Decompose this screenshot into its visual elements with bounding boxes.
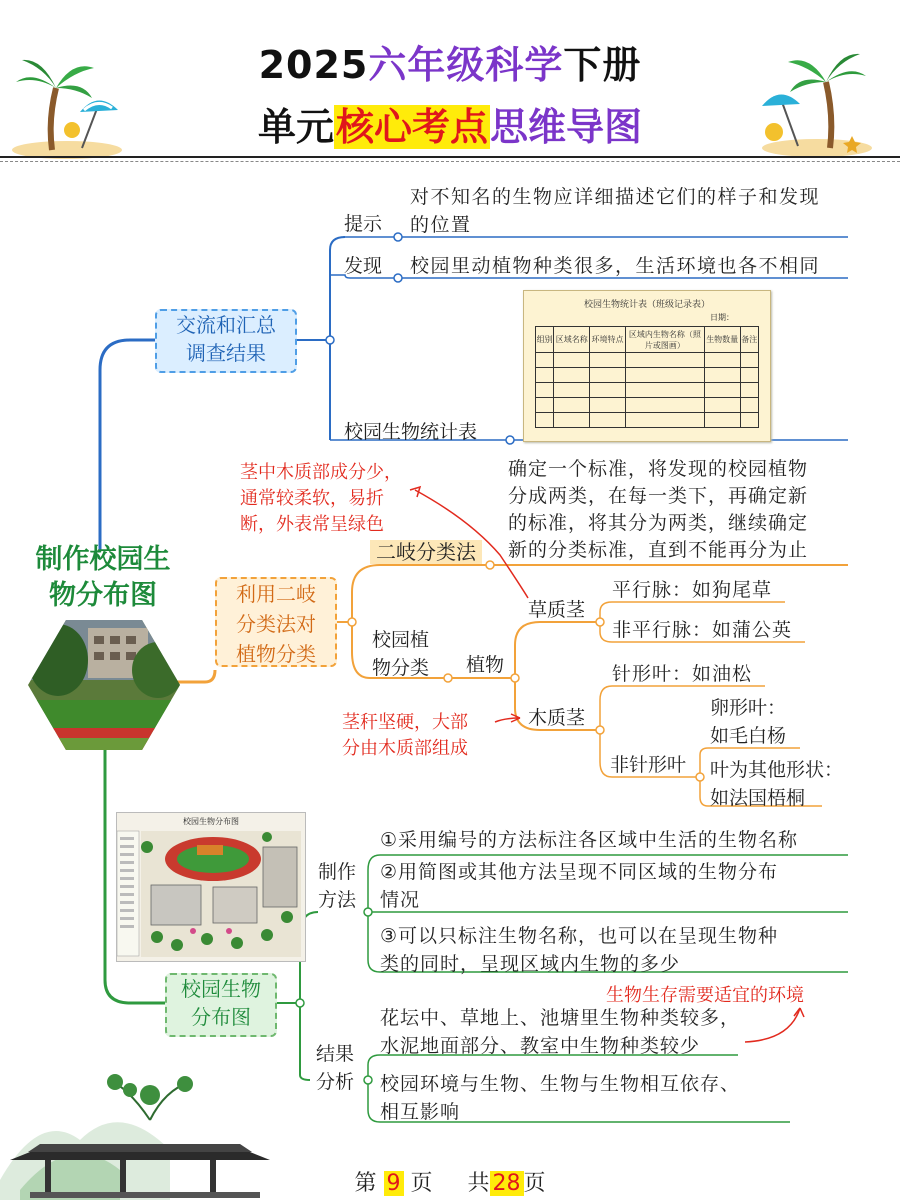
plant-classify-line1: 校园植: [372, 629, 430, 651]
center-title-line1: 制作校园生: [35, 544, 171, 575]
hint-text: [410, 183, 820, 239]
herb-non-parallel: 非平行脉：如蒲公英: [612, 619, 793, 641]
hint-text-line2: 的位置: [410, 214, 472, 236]
stat-table-key: 校园生物统计表: [344, 421, 478, 443]
method-text-line3: 的标准，将其分为两类，继续确定: [508, 512, 809, 534]
title-mindmap: 思维导图: [490, 105, 643, 149]
make-method-3: [380, 922, 778, 978]
branch-dichotomous-label-1: 利用二岐: [236, 582, 316, 606]
footer-total-number: 28: [490, 1171, 524, 1196]
stat-header: 区域内生物名称（照片或图画）: [625, 327, 704, 353]
wood-non-needle: 非针形叶: [610, 754, 687, 776]
wood-ovate: [710, 694, 786, 750]
branch-dichotomous-label-2: 分类法对: [236, 612, 316, 636]
make-3-line1: ③可以只标注生物名称，也可以在呈现生物种: [380, 925, 779, 947]
hint-text-line1: 对不知名的生物应详细描述它们的样子和发现: [410, 186, 821, 208]
stat-header: 环境特点: [590, 327, 626, 353]
wood-ovate-line2: 如毛白杨: [710, 725, 787, 747]
wood-other-line2: 如法国梧桐: [710, 787, 806, 809]
method-text-line2: 分成两类，在每一类下，再确定新: [508, 485, 809, 507]
footer-page-unit: 页: [410, 1171, 433, 1196]
plant-classify-line2: 物分类: [372, 657, 430, 679]
footer-total-pre: 共: [467, 1171, 490, 1196]
title-highlight: 核心考点: [335, 105, 488, 149]
note-wood-line1: 茎秆坚硬，大部: [342, 712, 468, 733]
herb-stem-node: 草质茎: [528, 599, 586, 621]
branch-map-label-1: 校园生物: [181, 977, 261, 1001]
branch-distribution-map[interactable]: [165, 973, 277, 1037]
herb-parallel: 平行脉：如狗尾草: [612, 579, 773, 601]
campus-map-image: [116, 812, 306, 962]
stat-header: 区域名称: [554, 327, 590, 353]
center-title: [18, 542, 188, 614]
make-key-line2: 方法: [318, 889, 357, 911]
stat-table-date: 日期：: [710, 313, 734, 322]
result-1-line1: 花坛中、草地上、池塘里生物种类较多，: [380, 1007, 741, 1029]
title-volume: 下册: [563, 43, 642, 87]
branch-map-label-2: 分布图: [191, 1005, 251, 1029]
make-method-key: [318, 858, 356, 914]
plant-classify-key: [372, 626, 429, 682]
campus-photo-hexagon: [28, 620, 180, 750]
footer-total-unit: 页: [523, 1171, 546, 1196]
campus-map-drawing: [117, 827, 303, 961]
title-line-1: [0, 34, 900, 89]
note-herb-line2: 通常较柔软，易折: [240, 488, 384, 509]
method-text: [508, 456, 808, 564]
note-wood-stem: [342, 710, 468, 762]
stat-header: 备注: [740, 327, 758, 353]
result-1: [380, 1004, 740, 1060]
note-environment: 生物生存需要适宜的环境: [606, 985, 804, 1006]
title-year: 2025: [258, 43, 369, 87]
result-key-line2: 分析: [316, 1071, 355, 1093]
make-method-1: ①采用编号的方法标注各区域中生活的生物名称: [380, 829, 799, 851]
center-title-line2: 物分布图: [49, 580, 157, 611]
header-divider: [0, 156, 900, 158]
wood-other-line1: 叶为其他形状：: [710, 759, 844, 781]
make-key-line1: 制作: [318, 861, 357, 883]
make-2-line2: 情况: [380, 889, 421, 911]
stat-header: 组别: [536, 327, 554, 353]
campus-map-caption: 校园生物分布图: [183, 817, 239, 826]
title-line-2: [0, 96, 900, 151]
note-herb-stem: [240, 460, 402, 538]
note-herb-line1: 茎中木质部成分少，: [240, 462, 402, 483]
page-footer: [0, 1166, 900, 1197]
title-unit: 单元: [257, 105, 334, 149]
find-key: 发现: [344, 255, 383, 277]
footer-page-number: 9: [384, 1171, 404, 1196]
wood-stem-node: 木质茎: [528, 707, 586, 729]
branch-exchange-results[interactable]: [155, 309, 297, 373]
make-method-2: [380, 858, 778, 914]
note-herb-line3: 断，外表常呈绿色: [240, 514, 384, 535]
branch-dichotomous-key[interactable]: [215, 577, 337, 667]
branch-exchange-label-2: 调查结果: [186, 341, 266, 365]
method-key: [370, 538, 482, 566]
note-wood-line2: 分由木质部组成: [342, 738, 468, 759]
find-text: 校园里动植物种类很多，生活环境也各不相同: [410, 255, 821, 277]
plant-node: 植物: [466, 654, 505, 676]
stat-header: 生物数量: [704, 327, 740, 353]
stat-table-image: [523, 290, 771, 442]
method-text-line4: 新的分类标准，直到不能再分为止: [508, 539, 809, 561]
stat-table: [535, 326, 759, 428]
result-analysis-key: [316, 1040, 354, 1096]
branch-exchange-label-1: 交流和汇总: [176, 313, 276, 337]
result-2: [380, 1070, 740, 1126]
wood-other-shape: [710, 756, 843, 812]
wood-needle: 针形叶：如油松: [612, 663, 753, 685]
make-3-line2: 类的同时，呈现区域内生物的多少: [380, 953, 681, 975]
hint-key: 提示: [344, 213, 383, 235]
branch-dichotomous-label-3: 植物分类: [236, 642, 316, 666]
method-text-line1: 确定一个标准，将发现的校园植物: [508, 458, 809, 480]
result-key-line1: 结果: [316, 1043, 355, 1065]
stat-table-caption: 校园生物统计表（班级记录表）: [583, 300, 710, 310]
wood-ovate-line1: 卵形叶：: [710, 697, 787, 719]
title-grade: 六年级科学: [368, 43, 564, 87]
result-2-line1: 校园环境与生物、生物与生物相互依存、: [380, 1073, 741, 1095]
result-1-line2: 水泥地面部分、教室中生物种类较少: [380, 1035, 701, 1057]
footer-page-pre: 第: [354, 1171, 377, 1196]
result-2-line2: 相互影响: [380, 1101, 461, 1123]
make-2-line1: ②用简图或其他方法呈现不同区域的生物分布: [380, 861, 779, 883]
header-divider-dashed: [0, 161, 900, 162]
method-key-label: 二岐分类法: [370, 540, 482, 564]
